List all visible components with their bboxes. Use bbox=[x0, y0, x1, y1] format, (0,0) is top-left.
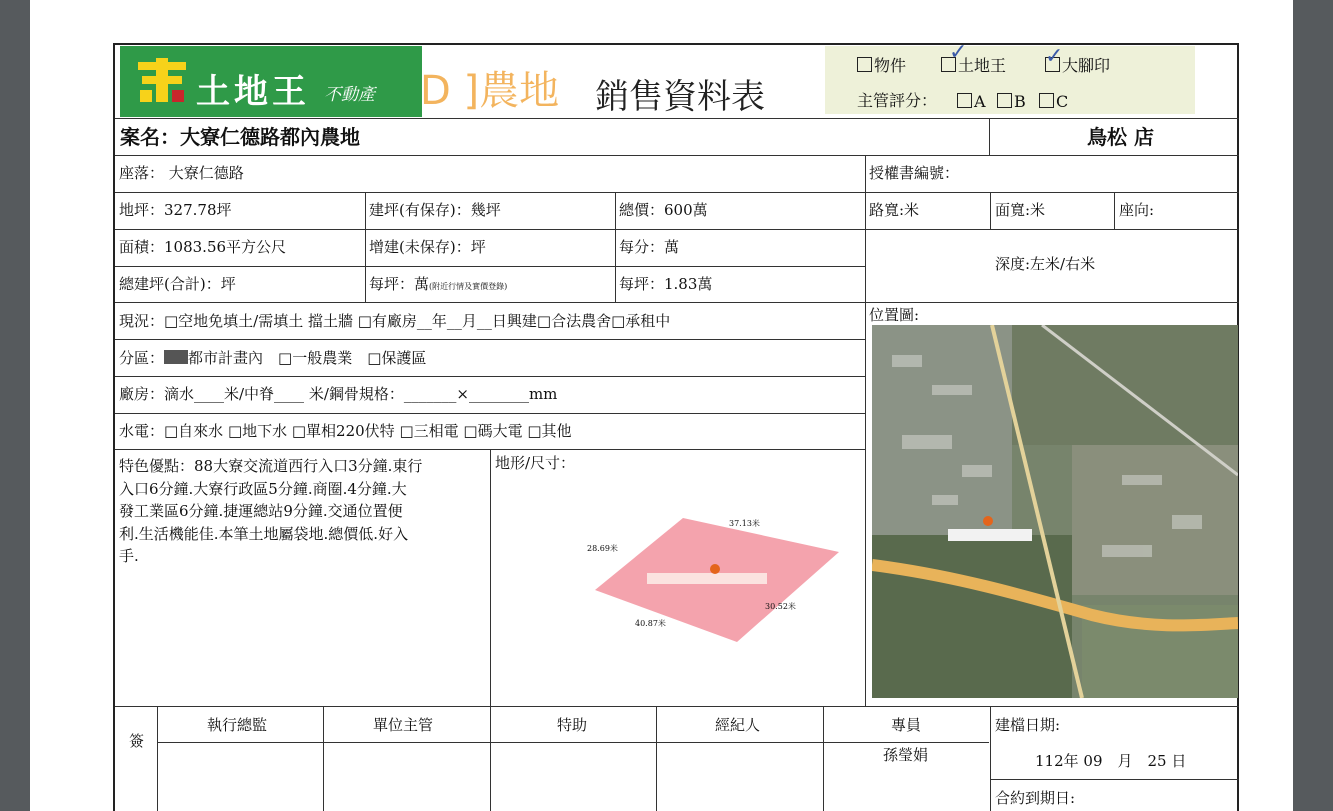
dim-label: 30.52米 bbox=[765, 602, 796, 611]
rule bbox=[115, 229, 1239, 230]
rule bbox=[115, 413, 865, 414]
aerial-photo bbox=[872, 325, 1238, 698]
frontage-width: 面寬:米 bbox=[995, 201, 1046, 219]
document-sheet bbox=[30, 0, 1293, 811]
filled-checkbox-icon bbox=[164, 350, 188, 364]
rule bbox=[157, 706, 158, 811]
col-specialist: 專員 bbox=[891, 716, 922, 734]
rule bbox=[365, 192, 366, 302]
location-text: 座落： 大寮仁德路 bbox=[119, 164, 244, 182]
specialist-name: 孫瑩娟 bbox=[883, 746, 929, 764]
store-name: 鳥松 店 bbox=[1087, 125, 1154, 149]
option-item: 物件 bbox=[857, 57, 906, 74]
checkbox-icon bbox=[957, 93, 972, 108]
col-director: 執行總監 bbox=[207, 716, 268, 734]
rule bbox=[656, 706, 657, 811]
rule bbox=[115, 339, 865, 340]
plot-shape-drawing bbox=[545, 500, 845, 680]
created-date-label: 建檔日期: bbox=[995, 716, 1061, 734]
rule bbox=[1114, 192, 1115, 229]
rating-c: C bbox=[1039, 93, 1068, 110]
created-date: 112年 09 月 25 日 bbox=[1035, 752, 1187, 770]
added-building: 增建(未保存)：坪 bbox=[369, 238, 486, 256]
rule bbox=[989, 118, 990, 155]
location-map-label: 位置圖: bbox=[869, 306, 920, 324]
shape-label: 地形/尺寸： bbox=[495, 454, 576, 472]
features-line: 特色優點：88大寮交流道西行入口3分鐘.東行 bbox=[119, 457, 423, 475]
rule bbox=[115, 266, 865, 267]
total-price: 總價：600萬 bbox=[619, 201, 708, 219]
option-land-king: 土地王 bbox=[941, 57, 1006, 74]
checkbox-icon bbox=[857, 57, 872, 72]
col-unit-manager: 單位主管 bbox=[373, 716, 434, 734]
zoning: 分區： 都市計畫內 □一般農業 □保護區 bbox=[119, 349, 427, 367]
utilities: 水電：□自來水 □地下水 □單相220伏特 □三相電 □碼大電 □其他 bbox=[119, 422, 572, 440]
pin-icon bbox=[710, 564, 720, 574]
road-width: 路寬:米 bbox=[869, 201, 920, 219]
price-per-ping: 每坪：1.83萬 bbox=[619, 275, 713, 293]
rating-b: B bbox=[997, 93, 1026, 110]
rule bbox=[823, 706, 824, 811]
rule bbox=[115, 376, 865, 377]
rule bbox=[490, 706, 491, 811]
col-assistant: 特助 bbox=[557, 716, 588, 734]
auth-number-label: 授權書編號： bbox=[869, 164, 960, 182]
features-line: 利.生活機能佳.本筆土地屬袋地.總價低.好入 bbox=[119, 524, 409, 543]
sales-form bbox=[113, 40, 1239, 811]
rule bbox=[115, 706, 1239, 707]
features-line: 手. bbox=[119, 547, 139, 565]
rule bbox=[115, 118, 1239, 119]
rule bbox=[115, 192, 1239, 193]
map-pin-icon bbox=[983, 516, 993, 526]
tick-mark-icon: ✓ bbox=[1045, 44, 1064, 69]
area-sqm: 面積：1083.56平方公尺 bbox=[119, 238, 287, 256]
checkbox-icon bbox=[997, 93, 1012, 108]
rule bbox=[865, 155, 866, 706]
dim-label: 37.13米 bbox=[729, 519, 760, 528]
rating-a: A bbox=[957, 93, 986, 110]
land-area-ping: 地坪：327.78坪 bbox=[119, 201, 232, 219]
price-per-fen: 每分：萬 bbox=[619, 238, 680, 256]
case-name: 案名：大寮仁德路都內農地 bbox=[120, 125, 360, 149]
rule bbox=[490, 449, 491, 706]
facing-direction: 座向: bbox=[1119, 201, 1155, 219]
features-line: 入口6分鐘.大寮行政區5分鐘.商圈.4分鐘.大 bbox=[119, 479, 407, 498]
dim-label: 40.87米 bbox=[635, 619, 666, 628]
rating-label: 主管評分： bbox=[857, 91, 938, 110]
expiry-date-label: 合約到期日: bbox=[995, 789, 1076, 807]
building-ping: 建坪(有保存)：幾坪 bbox=[369, 201, 501, 219]
logo-subtitle: 不動產 bbox=[324, 85, 375, 105]
total-building-ping: 總建坪(合計)：坪 bbox=[119, 275, 236, 293]
form-title: 銷售資料表 bbox=[595, 77, 765, 117]
rule bbox=[990, 779, 1239, 780]
current-status: 現況：□空地免填土/需填土 擋土牆 □有廠房__年__月__日興建□合法農舍□承租中 bbox=[119, 312, 671, 330]
logo-text: 土地王 bbox=[196, 72, 310, 112]
source-checkbox-panel bbox=[825, 40, 1195, 114]
rule bbox=[115, 302, 1239, 303]
price-per-ping-market: 每坪：萬(附近行情及實價登錄) bbox=[369, 275, 508, 293]
sign-label: 簽 bbox=[129, 732, 145, 750]
features-line: 發工業區6分鐘.捷運總站9分鐘.交通位置便 bbox=[119, 502, 403, 520]
rule bbox=[115, 155, 1239, 156]
rule bbox=[323, 706, 324, 811]
rule bbox=[157, 742, 989, 743]
tick-mark-icon: ✓ bbox=[949, 40, 968, 65]
brand-logo bbox=[120, 46, 422, 117]
col-agent: 經紀人 bbox=[715, 716, 761, 734]
rule bbox=[990, 192, 991, 229]
dim-label: 28.69米 bbox=[587, 544, 618, 553]
depth: 深度:左米/右米 bbox=[995, 255, 1096, 273]
checkbox-icon bbox=[1039, 93, 1054, 108]
factory-spec: 廠房：滴水____米/中脊____ 米/鋼骨規格：_______×________mm bbox=[119, 385, 558, 403]
satellite-map bbox=[872, 325, 1238, 698]
logo-mark-icon bbox=[136, 56, 188, 108]
rule bbox=[990, 706, 991, 811]
rule bbox=[615, 192, 616, 302]
features-text bbox=[119, 455, 422, 568]
form-code: D ]農地 bbox=[420, 68, 560, 114]
option-footprint: 大腳印 bbox=[1045, 57, 1110, 74]
